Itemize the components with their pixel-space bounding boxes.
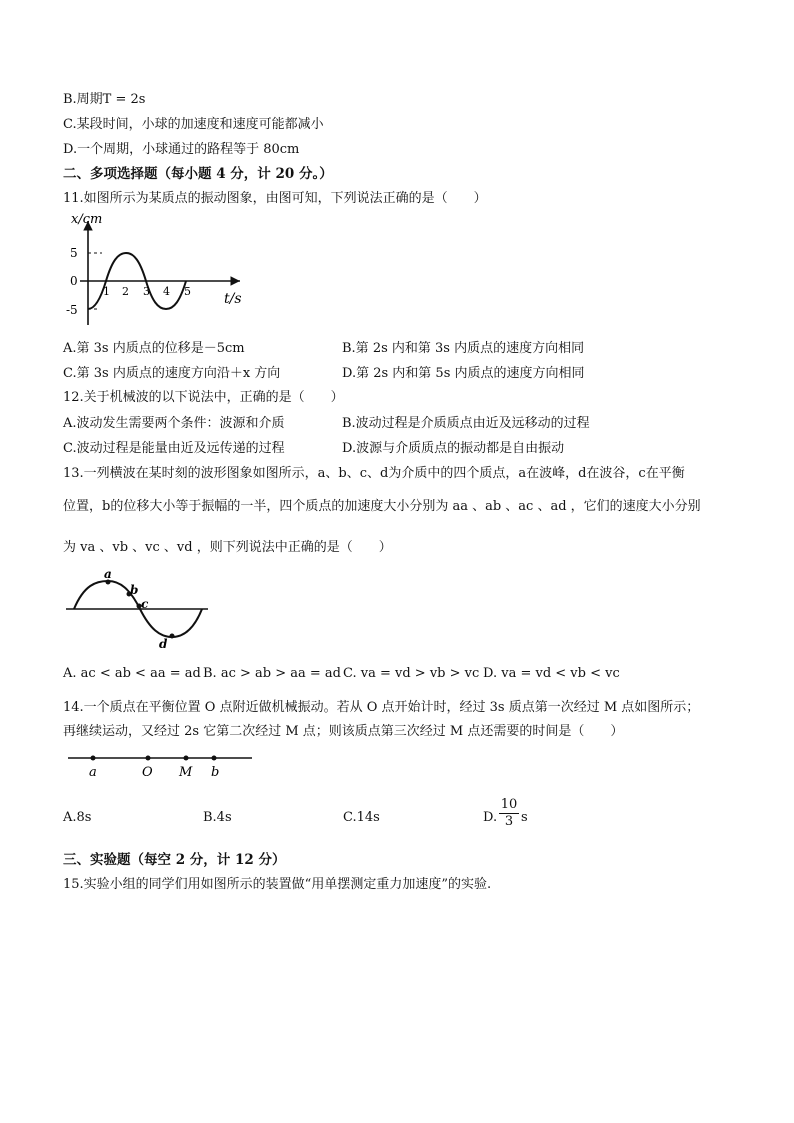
q11-option-b: B.第 2s 内和第 3s 内质点的速度方向相同 [342,341,585,356]
q14-point-M [184,756,189,761]
q13-stem-line2: 位置，b的位移大小等于振幅的一半，四个质点的加速度大小分别为 aa 、ab 、ac 、ad ，它们的速度大小分别 [63,499,701,514]
q11-x-label: t/s [224,291,242,307]
q11-xtick-3: 3 [143,285,150,298]
q11-ytick-5: 5 [70,246,78,260]
q14-option-d-prefix: D. [483,810,498,825]
q11-option-d: D.第 2s 内和第 5s 内质点的速度方向相同 [342,366,585,381]
q14-option-d-denominator: 3 [504,814,514,829]
q13-label-a: a [104,568,112,581]
q10-option-d: D.一个周期，小球通过的路程等于 80cm [63,142,300,157]
q14-option-c: C.14s [343,810,380,825]
q14-option-a: A.8s [63,810,92,825]
q12-option-d: D.波源与介质质点的振动都是自由振动 [342,441,565,456]
q10-option-b: B.周期T = 2s [63,92,146,107]
q14-option-b: B.4s [203,810,232,825]
q11-xtick-2: 2 [122,285,129,298]
q13-option-d: D. va = vd < vb < vc [483,666,620,681]
q10-option-c: C.某段时间，小球的加速度和速度可能都减小 [63,117,324,132]
q14-label-O: O [142,765,153,780]
q14-stem-line2: 再继续运动，又经过 2s 它第二次经过 M 点；则该质点第三次经过 M 点还需要的时间是（ ） [63,724,624,739]
q13-option-a: A. ac < ab < aa = ad [63,666,201,681]
q12-option-a: A.波动发生需要两个条件：波源和介质 [63,416,285,431]
q13-option-c: C. va = vd > vb > vc [343,666,480,681]
q11-xtick-1: 1 [103,285,110,298]
q14-point-O [146,756,151,761]
q13-point-d [170,634,175,639]
section-2-title: 二、多项选择题（每小题 4 分，计 20 分。） [63,166,333,182]
q11-xtick-4: 4 [163,285,170,298]
q13-label-c: c [141,597,149,611]
q14-point-a [91,756,96,761]
q13-label-d: d [159,637,168,650]
q11-ytick-0: 0 [70,274,78,288]
q14-option-d-numerator: 10 [500,797,518,812]
q12-stem: 12.关于机械波的以下说法中，正确的是（ ） [63,390,344,405]
q11-option-c: C.第 3s 内质点的速度方向沿＋x 方向 [63,366,281,381]
q15-stem: 15.实验小组的同学们用如图所示的装置做“用单摆测定重力加速度”的实验. [63,877,492,892]
q14-label-M: M [179,765,193,780]
q11-y-label: x/cm [71,213,103,227]
q11-vibration-graph [60,213,260,333]
q14-label-a: a [89,765,97,780]
q13-waveform [62,568,212,650]
q14-option-d [483,797,543,839]
q11-ytick-neg5: -5 [66,303,78,317]
q14-stem-line1: 14.一个质点在平衡位置 O 点附近做机械振动。若从 O 点开始计时，经过 3s 质点第一次经过 M 点如图所示； [63,700,700,715]
q12-option-c: C.波动过程是能量由近及远传递的过程 [63,441,285,456]
q13-option-b: B. ac > ab > aa = ad [203,666,341,681]
q13-stem-line1: 13.一列横波在某时刻的波形图象如图所示，a、b、c、d为介质中的四个质点，a在波峰，d在波谷，c在平衡 [63,466,685,481]
q14-position-line [66,750,256,782]
section-3-title: 三、实验题（每空 2 分，计 12 分） [63,852,286,868]
q13-label-b: b [130,583,139,597]
q11-option-a: A.第 3s 内质点的位移是－5cm [63,341,245,356]
q14-label-b: b [211,765,220,780]
q11-stem: 11.如图所示为某质点的振动图象，由图可知，下列说法正确的是（ ） [63,191,487,206]
q14-option-d-unit: s [521,810,528,825]
q13-stem-line3: 为 va 、vb 、vc 、vd ，则下列说法中正确的是（ ） [63,540,392,555]
q14-point-b [212,756,217,761]
q12-option-b: B.波动过程是介质质点由近及远移动的过程 [342,416,590,431]
q11-xtick-5: 5 [184,285,191,298]
